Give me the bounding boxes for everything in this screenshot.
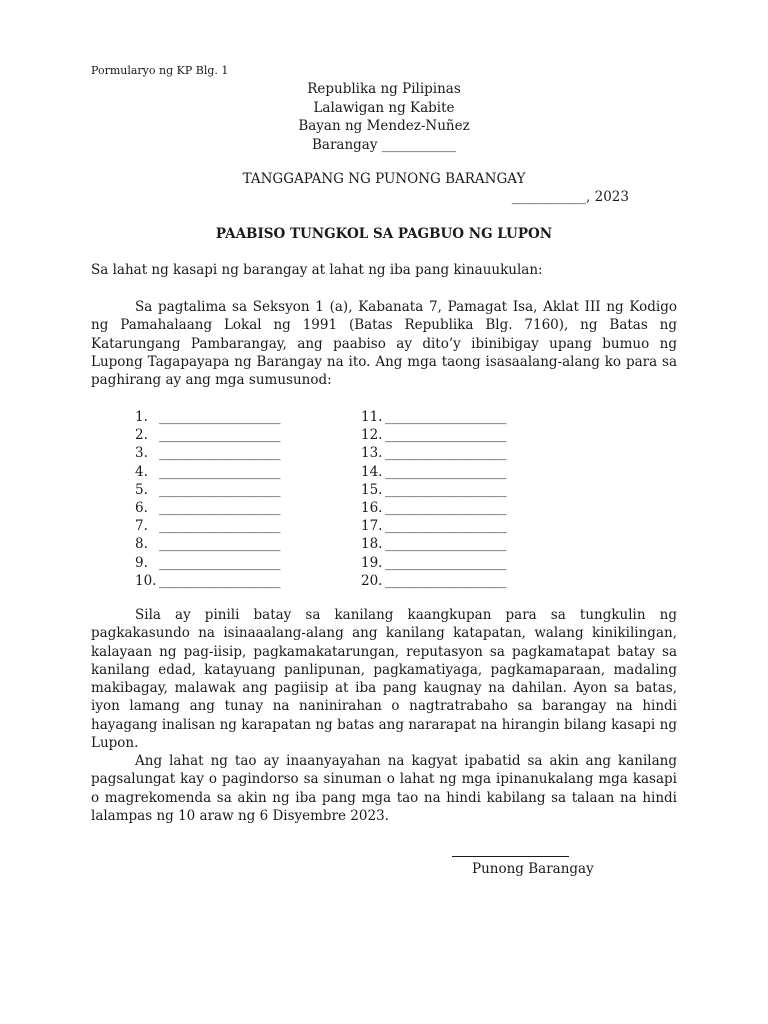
list-item: 19. __________________ bbox=[361, 554, 507, 571]
nominee-list-right bbox=[361, 408, 507, 590]
paragraph-criteria: Sila ay pinili batay sa kanilang kaangkupan para sa tungkulin ng pagkakasundo na isinaaalang-alang ang kanilang katapatan, walang kinikilingan, kalayaan ng pag-iisip, pagkamakatarungan, reputasyon sa pagkamatapat batay sa kanilang edad, katayuang panlipunan, pagkamatiyaga, pagkamaparaan, madaling makibagay, malawak ang pagiisip at iba pang kaugnay na dahilan. Ayon sa batas, iyon lamang ang tunay na naninirahan o nagtratrabaho sa barangay na hindi hayagang inalisan ng karapatan ng batas ang nararapat na hirangin bilang kasapi ng Lupon. bbox=[91, 607, 677, 752]
list-item: 6. __________________ bbox=[135, 500, 281, 517]
list-item: 7. __________________ bbox=[135, 518, 281, 535]
list-item: 11. __________________ bbox=[361, 409, 507, 425]
notice-title: PAABISO TUNGKOL SA PAGBUO NG LUPON bbox=[215, 226, 553, 242]
list-item: 14. __________________ bbox=[361, 463, 507, 480]
signature-label: Punong Barangay bbox=[472, 861, 594, 877]
list-item: 17. __________________ bbox=[361, 518, 507, 535]
barangay-line: Barangay ___________ bbox=[311, 136, 457, 153]
letterhead bbox=[0, 80, 768, 154]
signature-line bbox=[452, 856, 569, 857]
municipality-line: Bayan ng Mendez-Nuñez bbox=[298, 118, 470, 134]
date-line: ___________, 2023 bbox=[511, 189, 629, 205]
list-item: 9. __________________ bbox=[135, 554, 281, 571]
country-line: Republika ng Pilipinas bbox=[307, 81, 461, 97]
office-title: TANGGAPANG NG PUNONG BARANGAY bbox=[242, 171, 526, 187]
paragraph-invitation: Ang lahat ng tao ay inaanyayahan na kagyat ipabatid sa akin ang kanilang pagsalungat kay o pagindorso sa sinuman o lahat ng mga ipinanukalang mga kasapi o magrekomenda sa akin ng iba pang mga tao na hindi kabilang sa talaan na hindi lalampas ng 10 araw ng 6 Disyembre 2023. bbox=[91, 753, 677, 824]
list-item: 15. __________________ bbox=[361, 481, 507, 498]
list-item: 8. __________________ bbox=[135, 536, 281, 553]
list-item: 4. __________________ bbox=[135, 463, 281, 480]
nominee-list-left bbox=[135, 408, 281, 590]
list-item: 16. __________________ bbox=[361, 500, 507, 517]
salutation: Sa lahat ng kasapi ng barangay at lahat ng iba pang kinauukulan: bbox=[91, 262, 543, 278]
list-item: 10. __________________ bbox=[135, 572, 281, 589]
paragraph-intro: Sa pagtalima sa Seksyon 1 (a), Kabanata 7, Pamagat Isa, Aklat III ng Kodigo ng Pamahalaang Lokal ng 1991 (Batas Republika Blg. 7160), ng Batas ng Katarungang Pambarangay, ang paabiso ay dito’y ibinibigay upang bumuo ng Lupong Tagapayapa ng Barangay na ito. Ang mga taong isasaalang-alang ko para sa paghirang ay ang mga sumusunod: bbox=[91, 299, 677, 389]
list-item: 1. __________________ bbox=[135, 409, 281, 425]
list-item: 20. __________________ bbox=[361, 572, 507, 589]
form-label: Pormularyo ng KP Blg. 1 bbox=[91, 64, 229, 77]
list-item: 3. __________________ bbox=[135, 445, 281, 462]
list-item: 12. __________________ bbox=[361, 427, 507, 444]
province-line: Lalawigan ng Kabite bbox=[313, 99, 455, 116]
list-item: 13. __________________ bbox=[361, 445, 507, 462]
list-item: 18. __________________ bbox=[361, 536, 507, 553]
list-item: 5. __________________ bbox=[135, 481, 281, 498]
list-item: 2. __________________ bbox=[135, 427, 281, 444]
